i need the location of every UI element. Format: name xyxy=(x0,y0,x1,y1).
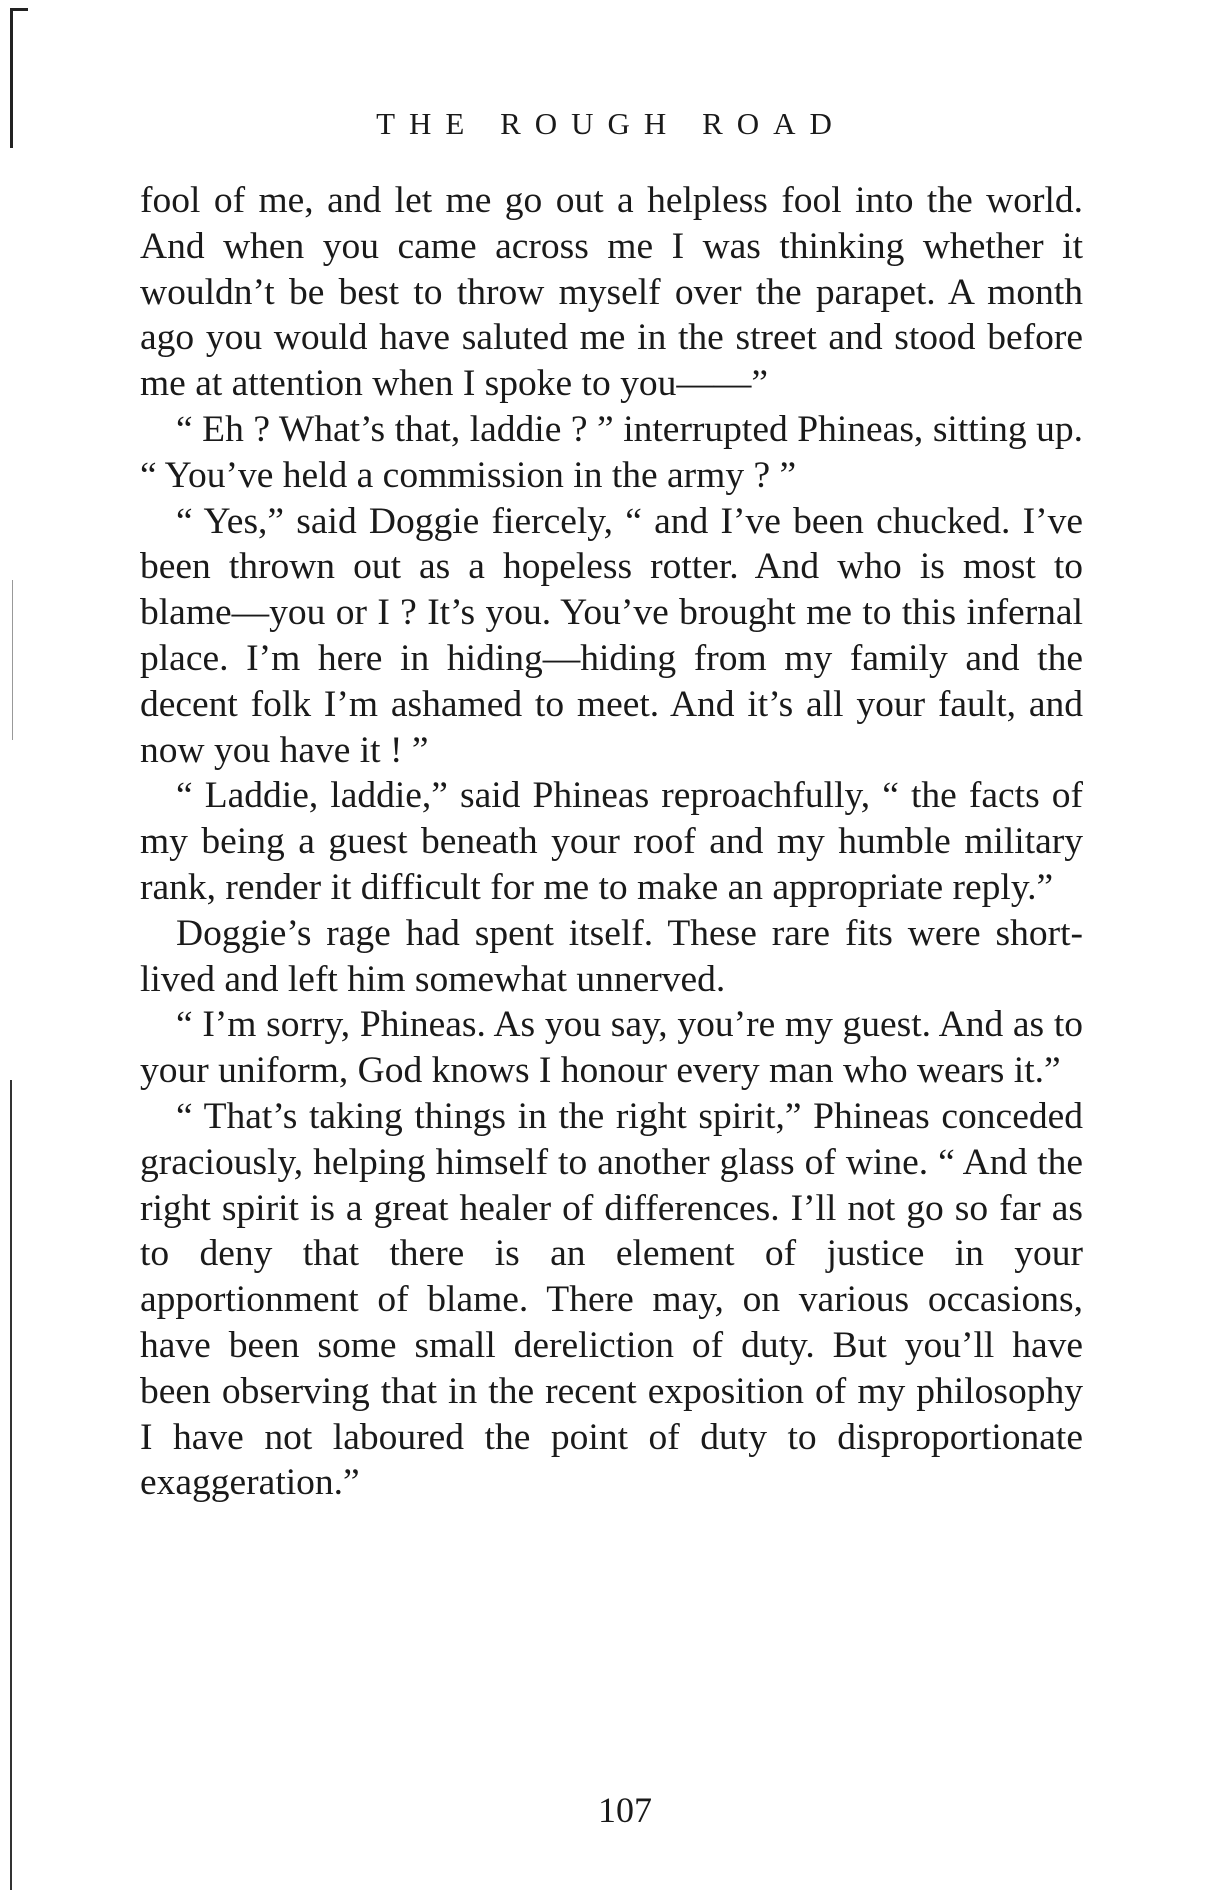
paragraph: fool of me, and let me go out a helpless fool into the world. And when you came across me I was thinking whether it wouldn’t be best to throw myself over the parapet. A month ago you would have saluted me in the street and stood before me at attention when I spoke to you——” xyxy=(140,180,1083,405)
paragraph: Doggie’s rage had spent itself. These rare fits were short-lived and left him somewhat unnerved. xyxy=(140,912,1083,1000)
running-head: THE ROUGH ROAD xyxy=(376,106,846,141)
binding-edge xyxy=(4,0,14,1896)
binding-rule-low xyxy=(10,1080,12,1890)
body-text xyxy=(140,178,1083,1506)
paragraph: “ I’m sorry, Phineas. As you say, you’re my guest. And as to your uniform, God knows I honour every man who wears it.” xyxy=(140,1004,1083,1092)
paragraph: “ That’s taking things in the right spirit,” Phineas conceded graciously, helping himself to another glass of wine. “ And the right spirit is a great healer of differences. I’ll not go so far as to deny that there is an element of justice in your apportionment of blame. There may, on various occasions, have been some small dereliction of duty. But you’ll have been observing that in the recent exposition of my philosophy I have not laboured the point of duty to disproportionate exaggeration.” xyxy=(140,1095,1083,1504)
paragraph: “ Yes,” said Doggie fiercely, “ and I’ve been chucked. I’ve been thrown out as a hopeless rotter. And who is most to blame—you or I ? It’s you. You’ve brought me to this infernal place. I’m here in hiding—hiding from my family and the decent folk I’m ashamed to meet. And it’s all your fault, and now you have it ! ” xyxy=(140,500,1083,771)
page-number: 107 xyxy=(598,1790,652,1830)
paragraph: “ Laddie, laddie,” said Phineas reproachfully, “ the facts of my being a guest beneath your roof and my humble military rank, render it difficult for me to make an appropriate reply.” xyxy=(140,775,1083,908)
binding-rule-mid xyxy=(12,580,13,740)
paragraph: “ Eh ? What’s that, laddie ? ” interrupted Phineas, sitting up. “ You’ve held a commission in the army ? ” xyxy=(140,408,1083,496)
